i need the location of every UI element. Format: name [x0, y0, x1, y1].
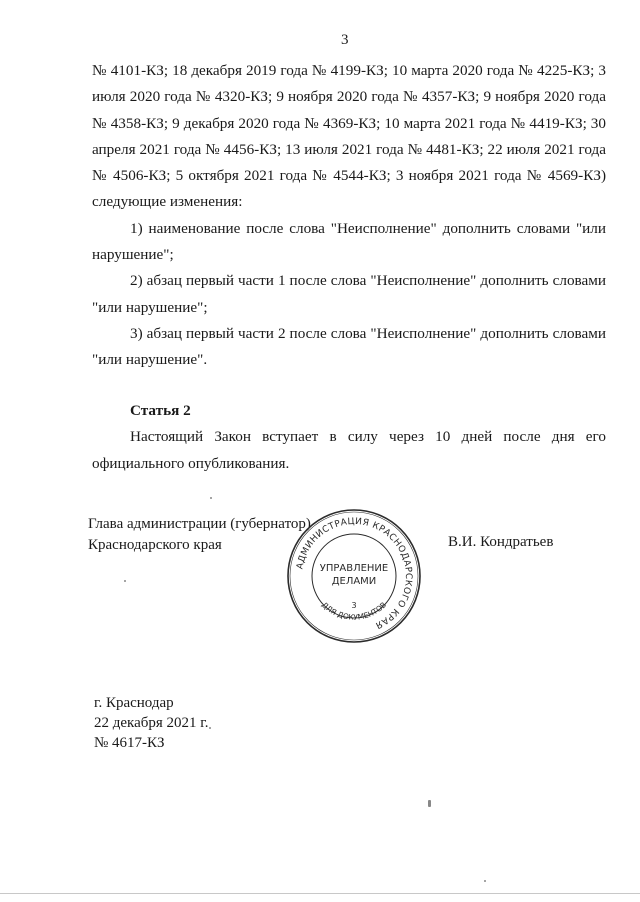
amendment-item-3: 3) абзац первый части 2 после слова "Неисполнение" дополнить словами "или нарушение".: [92, 324, 606, 369]
seal-center-line-2: ДЕЛАМИ: [331, 576, 377, 587]
seal-ring-text: АДМИНИСТРАЦИЯ КРАСНОДАРСКОГО КРАЯ: [295, 516, 414, 631]
seal-bottom-text: ДЛЯ ДОКУМЕНТОВ: [319, 600, 389, 622]
signatory-name: В.И. Кондратьев: [448, 534, 554, 550]
city: г. Краснодар: [94, 695, 174, 711]
scan-speck: [210, 497, 212, 499]
signatory-position-line-1: Глава администрации (губернатор): [88, 516, 311, 532]
scan-speck: [428, 800, 431, 807]
article-text: Настоящий Закон вступает в силу через 10 дней после дня его официального опубликования.: [92, 428, 606, 472]
place-date-number: [94, 693, 209, 753]
article-title: Статья 2: [130, 402, 191, 419]
page-number: 3: [341, 32, 349, 48]
seal-number: 3: [351, 601, 357, 610]
amendment-intro-paragraph: № 4101-КЗ; 18 декабря 2019 года № 4199-КЗ; 10 марта 2020 года № 4225-КЗ; 3 июля 2020 года № 4320-КЗ; 9 ноября 2020 года № 4357-КЗ; 9 ноября 2020 года № 4358-КЗ; 9 декабря 2020 года № 4369-КЗ; 10 марта 2021 года № 4419-КЗ; 30 апреля 2021 года № 4456-КЗ; 13 июля 2021 года № 4481-КЗ; 22 июля 2021 года № 4506-КЗ; 5 октября 2021 года № 4544-КЗ; 3 ноября 2021 года № 4569-КЗ) следующие изменения:: [92, 62, 606, 211]
seal-center-line-1: УПРАВЛЕНИЕ: [319, 563, 389, 574]
signing-date: 22 декабря 2021 г.: [94, 715, 209, 731]
law-amendments-text: [92, 58, 606, 374]
law-number: № 4617-КЗ: [94, 735, 165, 751]
scan-speck: [484, 880, 486, 882]
signatory-position-line-2: Краснодарского края: [88, 537, 222, 553]
scan-speck: [209, 727, 211, 729]
amendment-item-2: 2) абзац первый части 1 после слова "Неисполнение" дополнить словами "или нарушение";: [92, 272, 606, 316]
scan-speck: [124, 580, 126, 582]
article-2: [92, 398, 606, 477]
scan-edge-line: [0, 893, 640, 894]
amendment-item-1: 1) наименование после слова "Неисполнение" дополнить словами "или нарушение";: [92, 219, 606, 264]
official-seal: [286, 508, 422, 644]
signatory-position: [88, 514, 311, 556]
